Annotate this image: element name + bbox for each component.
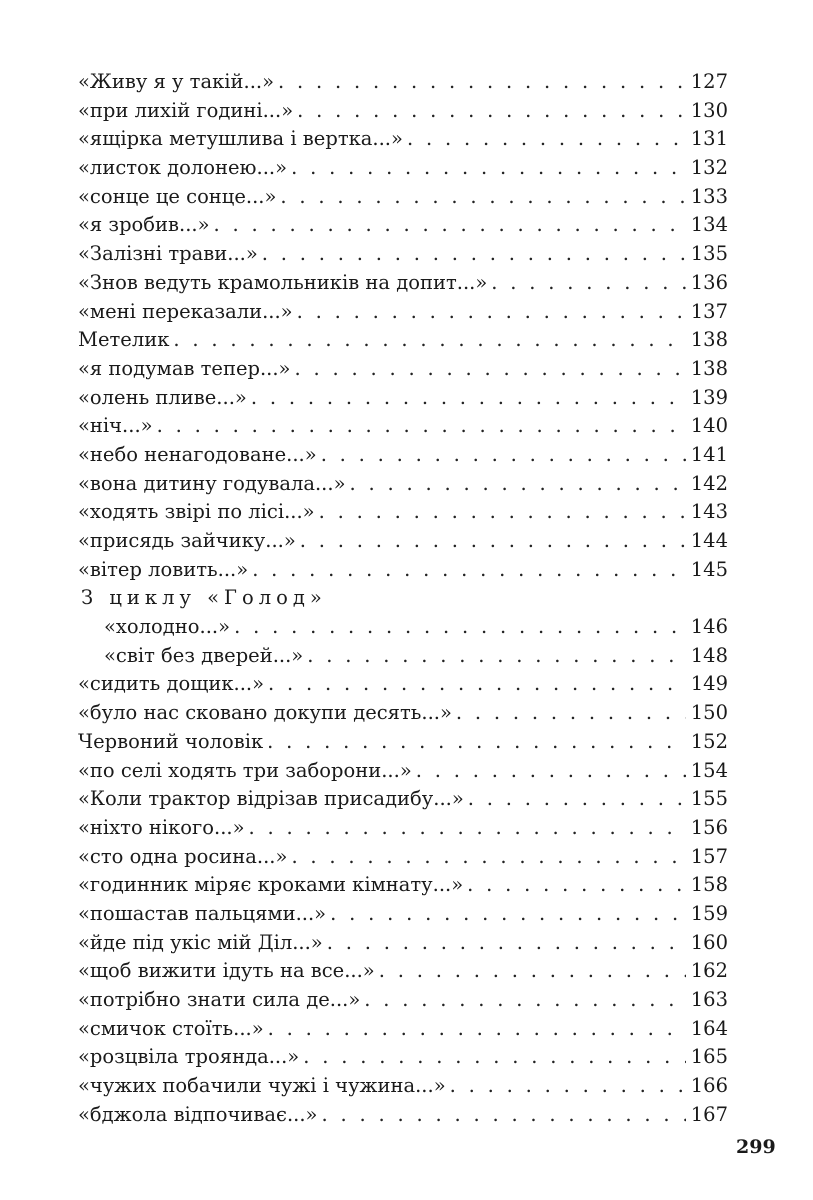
toc-entry-title: «Живу я у такій...» [78,70,275,93]
toc-entry-page: 167 [690,1102,728,1126]
dot-leader [330,900,686,929]
toc-entry-title: «світ без дверей...» [104,643,304,667]
toc-entry-page: 146 [690,615,728,639]
dot-leader [307,642,686,671]
toc-entry-title: «мені переказали...» [78,299,293,323]
dot-leader [249,814,686,843]
toc-entry [78,613,728,642]
toc-entry [78,986,728,1015]
toc-entry-title: Метелик [78,328,170,352]
toc-entry [78,900,728,929]
toc-group [78,68,728,584]
dot-leader [456,699,686,728]
dot-leader [157,412,686,441]
toc-entry-page: 139 [690,385,728,409]
dot-leader [291,843,686,872]
toc-entry [78,125,728,154]
toc-entry-page: 164 [690,1016,728,1040]
toc-entry [78,642,728,671]
toc-entry [78,441,728,470]
toc-entry-page: 165 [690,1045,728,1069]
toc-entry [78,871,728,900]
toc-entry-title: «Знов ведуть крамольників на допит...» [78,270,488,294]
dot-leader [379,957,686,986]
dot-leader [267,728,686,757]
dot-leader [268,670,686,699]
toc-entry-title: «сонце це сонце...» [78,184,277,208]
toc-entry-title: «небо ненагодоване...» [78,442,317,466]
toc-entry [78,326,728,355]
toc-entry-page: 135 [690,242,728,266]
dot-leader [173,326,686,355]
toc-entry [78,154,728,183]
dot-leader [303,1043,686,1072]
dot-leader [416,757,686,786]
dot-leader [319,498,686,527]
toc-entry-page: 136 [690,270,728,294]
toc-entry-title: «холодно...» [104,615,231,639]
toc-entry-title: «вона дитину годувала...» [78,471,346,495]
toc-entry-page: 162 [690,959,728,983]
dot-leader [214,211,686,240]
toc-entry-title: «вітер ловить...» [78,557,249,581]
toc-entry [78,527,728,556]
toc-entry-title: «олень пливе...» [78,385,247,409]
toc-entry [78,1043,728,1072]
toc-entry-page: 138 [690,328,728,352]
toc-entry-page: 142 [690,471,728,495]
toc-entry-page: 158 [690,873,728,897]
toc-entry-page: 160 [690,930,728,954]
dot-leader [321,1101,686,1130]
dot-leader [321,441,686,470]
toc-entry [78,728,728,757]
toc-entry-title: «присядь зайчику...» [78,529,296,552]
dot-leader [234,613,686,642]
toc-entry [78,1015,728,1044]
dot-leader [491,269,686,298]
toc-entry-page: 132 [690,156,728,180]
toc-entry [78,929,728,958]
toc-entry-page: 131 [690,127,728,151]
toc-entry-title: «щоб вижити ідуть на все...» [78,959,375,983]
toc-entry-page: 148 [690,643,728,667]
toc-entry [78,384,728,413]
toc-entry [78,699,728,728]
toc-entry-title: Червоний чоловік [78,729,264,753]
toc-entry-page: 150 [690,701,728,725]
toc-entry-title: «потрібно знати сила де...» [78,988,361,1011]
toc-entry-title: «Залізні трави...» [78,242,258,266]
toc-entry-page: 130 [690,98,728,122]
dot-leader [297,97,686,126]
dot-leader [291,154,686,183]
toc-entry-page: 159 [690,901,728,925]
toc-entry-page: 155 [690,787,728,811]
toc-entry [78,814,728,843]
toc-group [78,670,728,1129]
toc-entry-page: 141 [690,442,728,466]
toc-entry-page: 134 [690,213,728,237]
toc-entry-page: 137 [690,299,728,323]
toc-entry [78,757,728,786]
toc-entry-title: «пошастав пальцями...» [78,901,327,925]
toc-entry [78,1072,728,1101]
toc-entry-title: «листок долонею...» [78,156,288,180]
toc-entry [78,269,728,298]
toc-entry [78,355,728,384]
toc-entry-page: 127 [690,70,728,93]
toc-entry [78,556,728,585]
toc-section-group [78,613,728,670]
dot-leader [327,929,686,958]
dot-leader [278,68,686,97]
dot-leader [280,183,686,212]
toc-entry-title: «я зробив...» [78,213,210,237]
dot-leader [251,384,686,413]
dot-leader [300,527,686,556]
dot-leader [268,1015,686,1044]
toc-entry-title: «йде під укіс мій Діл...» [78,930,323,954]
toc-entry [78,470,728,499]
dot-leader [350,470,686,499]
toc-entry [78,957,728,986]
page-number: 299 [736,1136,776,1158]
toc-entry [78,97,728,126]
dot-leader [407,125,686,154]
toc-entry-title: «сидить дощик...» [78,672,265,696]
toc-entry [78,843,728,872]
toc-entry-title: «сто одна росина...» [78,844,288,868]
toc-entry-page: 166 [690,1074,728,1098]
toc-entry-title: «Коли трактор відрізав присадибу...» [78,787,464,811]
toc-entry-title: «розцвіла троянда...» [78,1045,300,1069]
toc-entry-page: 138 [690,356,728,380]
dot-leader [468,785,686,814]
toc-entry [78,412,728,441]
toc-entry [78,498,728,527]
dot-leader [450,1072,686,1101]
toc-entry [78,240,728,269]
toc-entry-page: 143 [690,500,728,524]
toc-entry-page: 144 [690,529,728,552]
toc-entry-page: 152 [690,729,728,753]
toc-entry-title: «при лихій годині...» [78,98,294,122]
toc-entry-title: «ніч...» [78,414,153,438]
toc-entry [78,211,728,240]
toc-entry-page: 163 [690,988,728,1011]
toc-entry-title: «ходять звірі по лісі...» [78,500,315,524]
toc-entry-title: «ящірка метушлива і вертка...» [78,127,403,151]
toc-entry-title: «було нас сковано докупи десять...» [78,701,452,725]
toc-entry-page: 140 [690,414,728,438]
toc-entry-title: «чужих побачили чужі і чужина...» [78,1074,446,1098]
section-heading: З циклу «Голод» [81,586,327,610]
dot-leader [262,240,686,269]
toc-entry-title: «смичок стоїть...» [78,1016,264,1040]
table-of-contents [78,68,728,1129]
toc-entry-title: «по селі ходять три заборони...» [78,758,412,782]
toc-entry [78,785,728,814]
toc-entry-title: «ніхто нікого...» [78,815,245,839]
toc-entry [78,68,728,97]
toc-entry-title: «я подумав тепер...» [78,356,291,380]
dot-leader [252,556,686,585]
toc-entry-page: 154 [690,758,728,782]
dot-leader [364,986,686,1015]
toc-entry [78,298,728,327]
toc-entry [78,183,728,212]
dot-leader [297,298,686,327]
toc-entry [78,1101,728,1130]
toc-entry-page: 149 [690,672,728,696]
dot-leader [467,871,686,900]
dot-leader [295,355,687,384]
toc-entry [78,670,728,699]
toc-entry-title: «годинник міряє кроками кімнату...» [78,873,464,897]
toc-entry-page: 133 [690,184,728,208]
toc-entry-page: 145 [690,557,728,581]
toc-entry-title: «бджола відпочиває...» [78,1102,318,1126]
toc-entry-page: 156 [690,815,728,839]
toc-entry-page: 157 [690,844,728,868]
